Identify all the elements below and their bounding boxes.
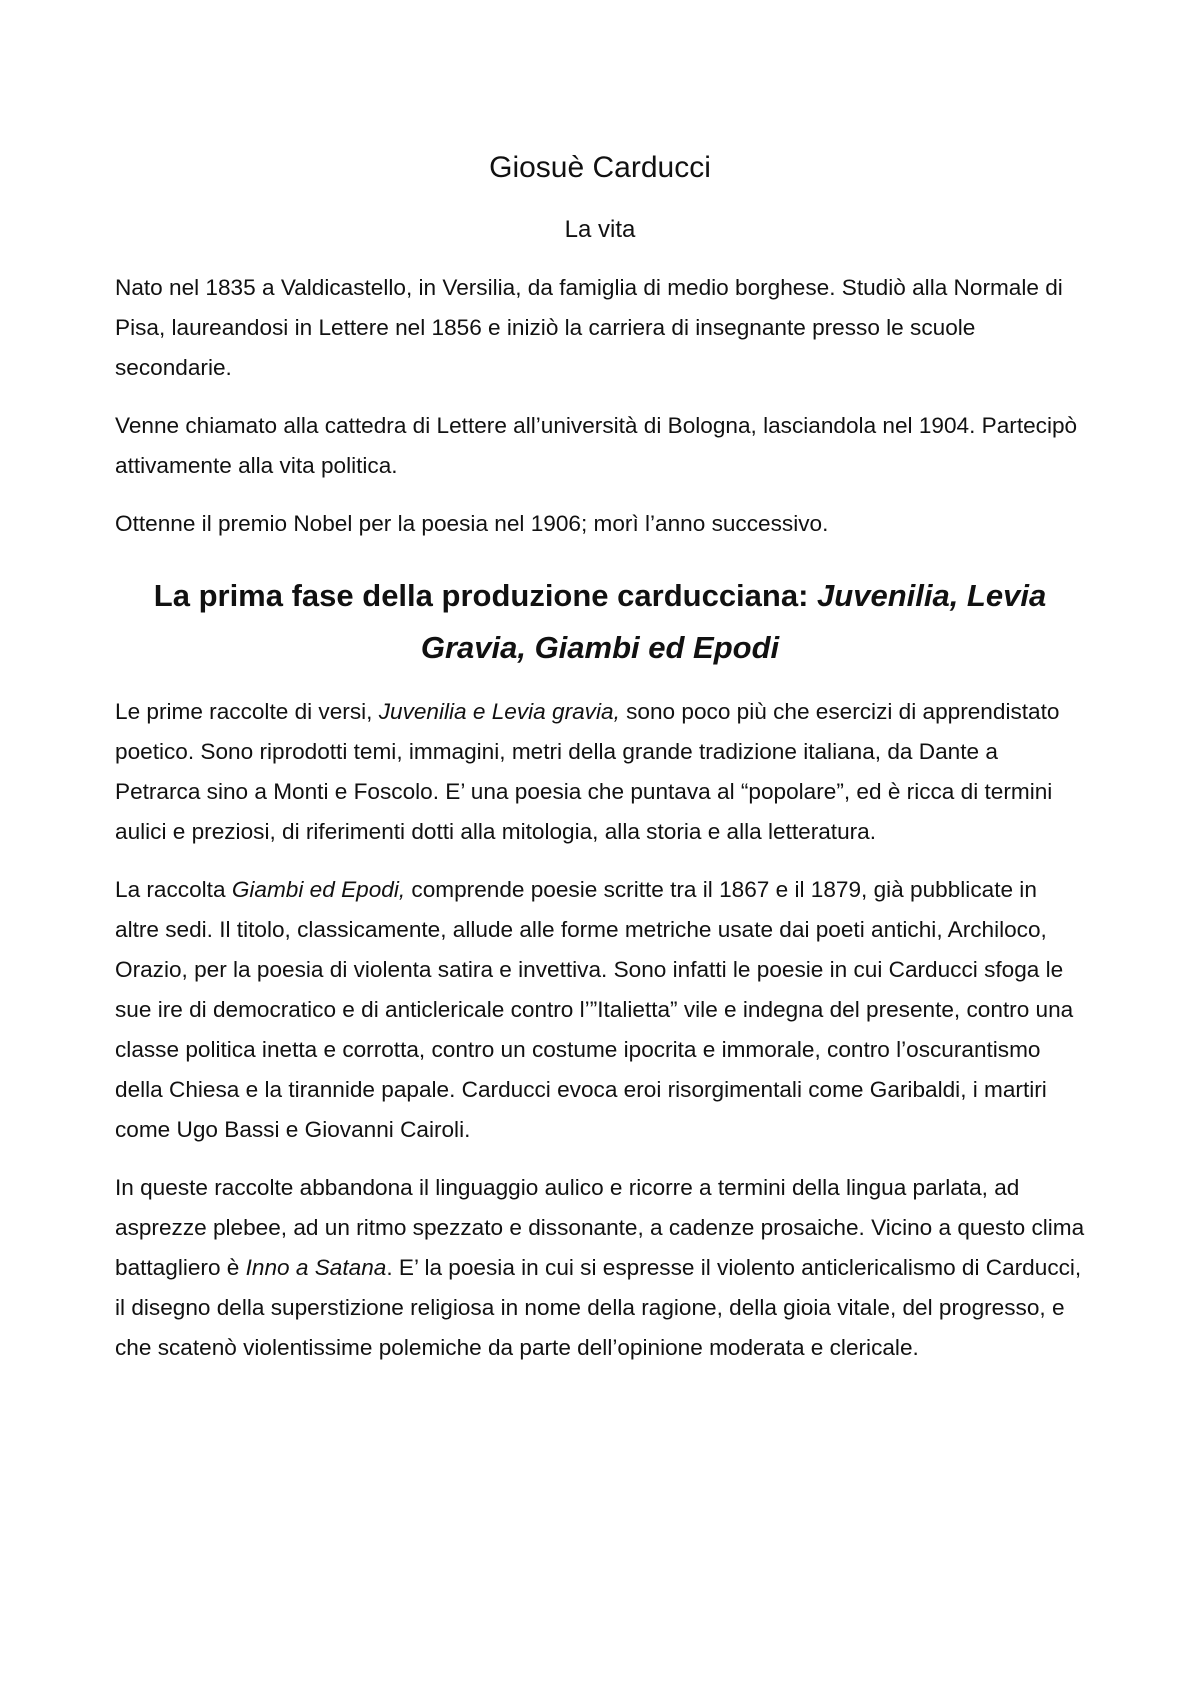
paragraph-juvenilia-rest: sono poco più che esercizi di apprendistato poetico. Sono riprodotti temi, immagini, metri della grande tradizione italiana, da Dante a Petrarca sino a Monti e Foscolo. E’ una poesia che puntava al “popolare”, ed è ricca di termini aulici e preziosi, di riferimenti dotti alla mitologia, alla storia e alla letteratura. [115, 699, 1060, 844]
paragraph-giambi-rest: comprende poesie scritte tra il 1867 e il 1879, già pubblicate in altre sedi. Il titolo, classicamente, allude alle forme metriche usate dai poeti antichi, Archiloco, Orazio, per la poesia di violenta satira e invettiva. Sono infatti le poesie in cui Carducci sfoga le sue ire di democratico e di anticlericale contro l’”Italietta” vile e indegna del presente, contro una classe politica inetta e corrotta, contro un costume ipocrita e immorale, contro l’oscurantismo della Chiesa e la tirannide papale. Carducci evoca eroi risorgimentali come Garibaldi, i martiri come Ugo Bassi e Giovanni Cairoli. [115, 877, 1074, 1142]
vita-paragraph-2: Venne chiamato alla cattedra di Lettere all’università di Bologna, lasciandola nel 1904. Partecipò attivamente alla vita politica. [115, 413, 1078, 478]
paragraph-inno-title: Inno a Satana [245, 1255, 387, 1280]
section-heading-prima-fase [115, 570, 1085, 674]
paragraph-giambi-title: Giambi ed Epodi, [231, 877, 406, 902]
section-heading-works: Juvenilia, Levia Gravia, Giambi ed Epodi [420, 578, 1047, 665]
paragraph-juvenilia [115, 692, 1085, 852]
section-heading-plain: La prima fase della produzione carducciana: [153, 578, 818, 613]
vita-paragraph-1: Nato nel 1835 a Valdicastello, in Versilia, da famiglia di medio borghese. Studiò alla Normale di Pisa, laureandosi in Lettere nel 1856 e iniziò la carriera di insegnante presso le scuole secondarie. [115, 275, 1063, 380]
paragraph-inno-start: In queste raccolte abbandona il linguaggio aulico e ricorre a termini della lingua parlata, ad asprezze plebee, ad un ritmo spezzato e dissonante, a cadenze prosaiche. Vicino a questo clima battagliero è [115, 1175, 1085, 1280]
paragraph-giambi [115, 870, 1085, 1150]
paragraph-inno-rest: . E’ la poesia in cui si espresse il violento anticlericalismo di Carducci, il disegno della superstizione religiosa in nome della ragione, della gioia vitale, del progresso, e che scatenò violentissime polemiche da parte dell’opinione moderata e clericale. [115, 1255, 1082, 1360]
paragraph-juvenilia-title: Juvenilia e Levia gravia, [378, 699, 620, 724]
paragraph-inno-a-satana [115, 1168, 1085, 1368]
paragraph-giambi-start: La raccolta [115, 877, 232, 902]
page-title: Giosuè Carducci [489, 151, 711, 184]
paragraph-juvenilia-start: Le prime raccolte di versi, [115, 699, 379, 724]
vita-paragraph-3: Ottenne il premio Nobel per la poesia nel 1906; morì l’anno successivo. [115, 511, 829, 536]
section-subtitle-la-vita: La vita [564, 216, 636, 243]
